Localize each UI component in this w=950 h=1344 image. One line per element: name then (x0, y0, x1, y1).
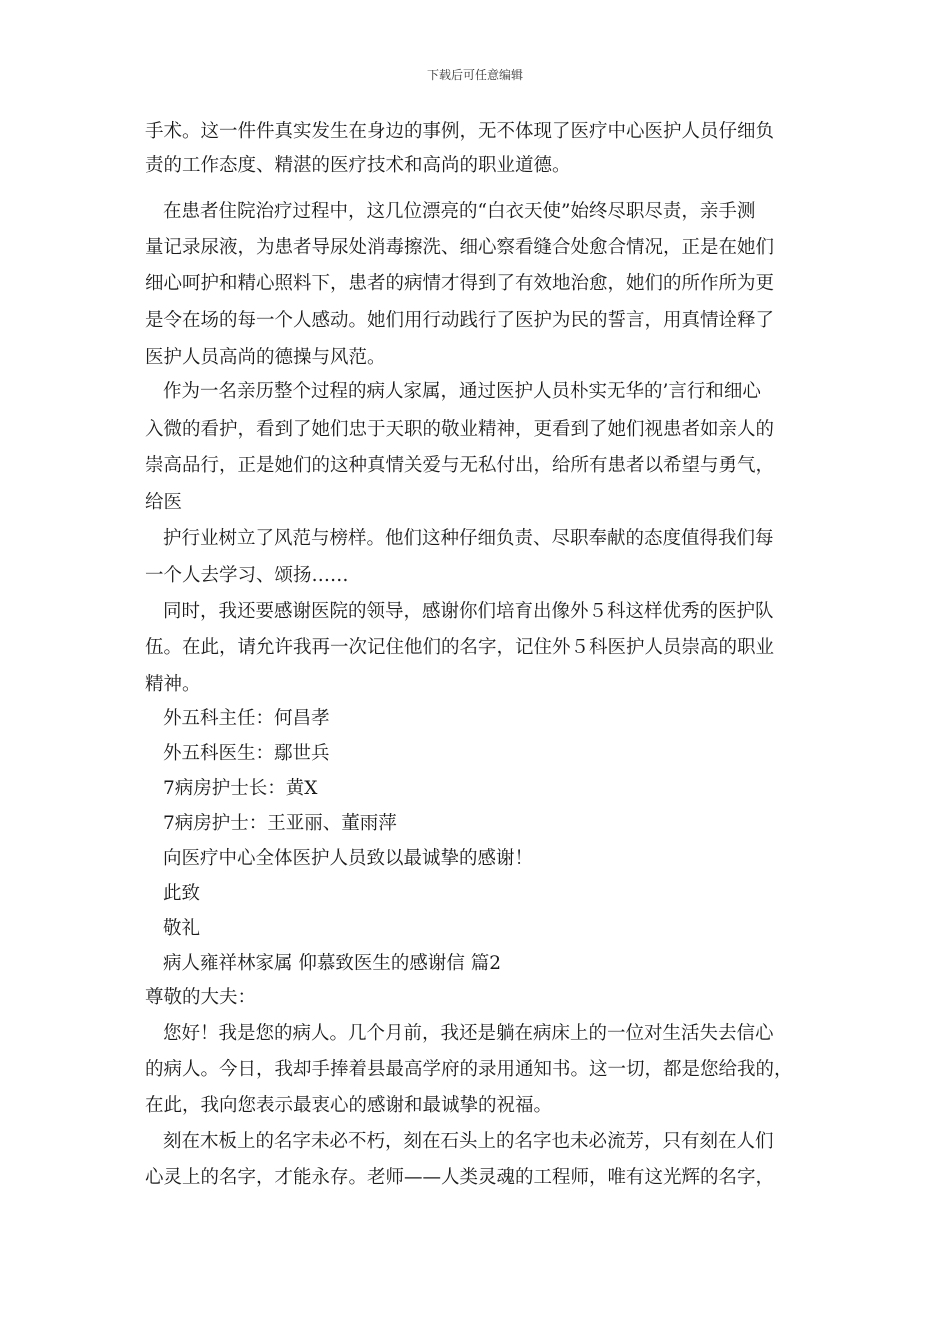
text-line: 刻在木板上的名字未必不朽，刻在石头上的名字也未必流芳，只有刻在人们 (163, 1131, 774, 1152)
text-line: 同时，我还要感谢医院的领导，感谢你们培育出像外５科这样优秀的医护队 (163, 601, 774, 622)
text-line: 外五科主任：何昌孝 (163, 708, 330, 729)
text-line: 一个人去学习、颂扬…… (145, 565, 349, 586)
text-line: 您好！我是您的病人。几个月前，我还是躺在病床上的一位对生活失去信心 (163, 1023, 774, 1044)
text-line: 量记录尿液，为患者导尿处消毒擦洗、细心察看缝合处愈合情况，正是在她们 (145, 237, 775, 258)
text-line: 尊敬的大夫： (145, 987, 257, 1008)
text-line: 7病房护士：王亚丽、董雨萍 (163, 813, 397, 834)
text-line: 外五科医生：鄢世兵 (163, 743, 330, 764)
text-line: 伍。在此，请允许我再一次记住他们的名字，记住外５科医护人员崇高的职业 (145, 637, 775, 658)
text-line: 精神。 (145, 674, 201, 695)
text-line: 在此，我向您表示最衷心的感谢和最诚挚的祝福。 (145, 1095, 553, 1116)
text-line: 的病人。今日，我却手捧着县最高学府的录用通知书。这一切，都是您给我的， (145, 1059, 793, 1080)
text-line: 向医疗中心全体医护人员致以最诚挚的感谢！ (163, 848, 534, 869)
text-line: 给医 (145, 492, 183, 513)
text-line: 手术。这一件件真实发生在身边的事例，无不体现了医疗中心医护人员仔细负 (145, 121, 775, 142)
text-line: 心灵上的名字，才能永存。老师——人类灵魂的工程师，唯有这光辉的名字， (145, 1167, 775, 1188)
text-line: 医护人员高尚的德操与风范。 (145, 347, 386, 368)
text-line: 责的工作态度、精湛的医疗技术和高尚的职业道德。 (145, 155, 571, 176)
text-line: 是令在场的每一个人感动。她们用行动践行了医护为民的誓言，用真情诠释了 (145, 310, 775, 331)
page-header: 下载后可任意编辑 (426, 68, 523, 82)
text-line: 护行业树立了风范与榜样。他们这种仔细负责、尽职奉献的态度值得我们每 (163, 528, 774, 549)
text-line: 此致 (163, 883, 201, 904)
text-line: 病人雍祥林家属 仰慕致医生的感谢信 篇2 (163, 953, 502, 974)
text-line: 入微的看护，看到了她们忠于天职的敬业精神，更看到了她们视患者如亲人的 (145, 419, 775, 440)
text-line: 7病房护士长：黄X (163, 778, 318, 799)
text-line: 崇高品行，正是她们的这种真情关爱与无私付出，给所有患者以希望与勇气， (145, 455, 775, 476)
text-line: 在患者住院治疗过程中，这几位漂亮的“白衣天使”始终尽职尽责，亲手测 (163, 201, 756, 222)
text-line: 敬礼 (163, 918, 201, 939)
text-line: 作为一名亲历整个过程的病人家属，通过医护人员朴实无华的’言行和细心 (163, 381, 761, 402)
text-line: 细心呵护和精心照料下，患者的病情才得到了有效地治愈，她们的所作所为更 (145, 273, 775, 294)
